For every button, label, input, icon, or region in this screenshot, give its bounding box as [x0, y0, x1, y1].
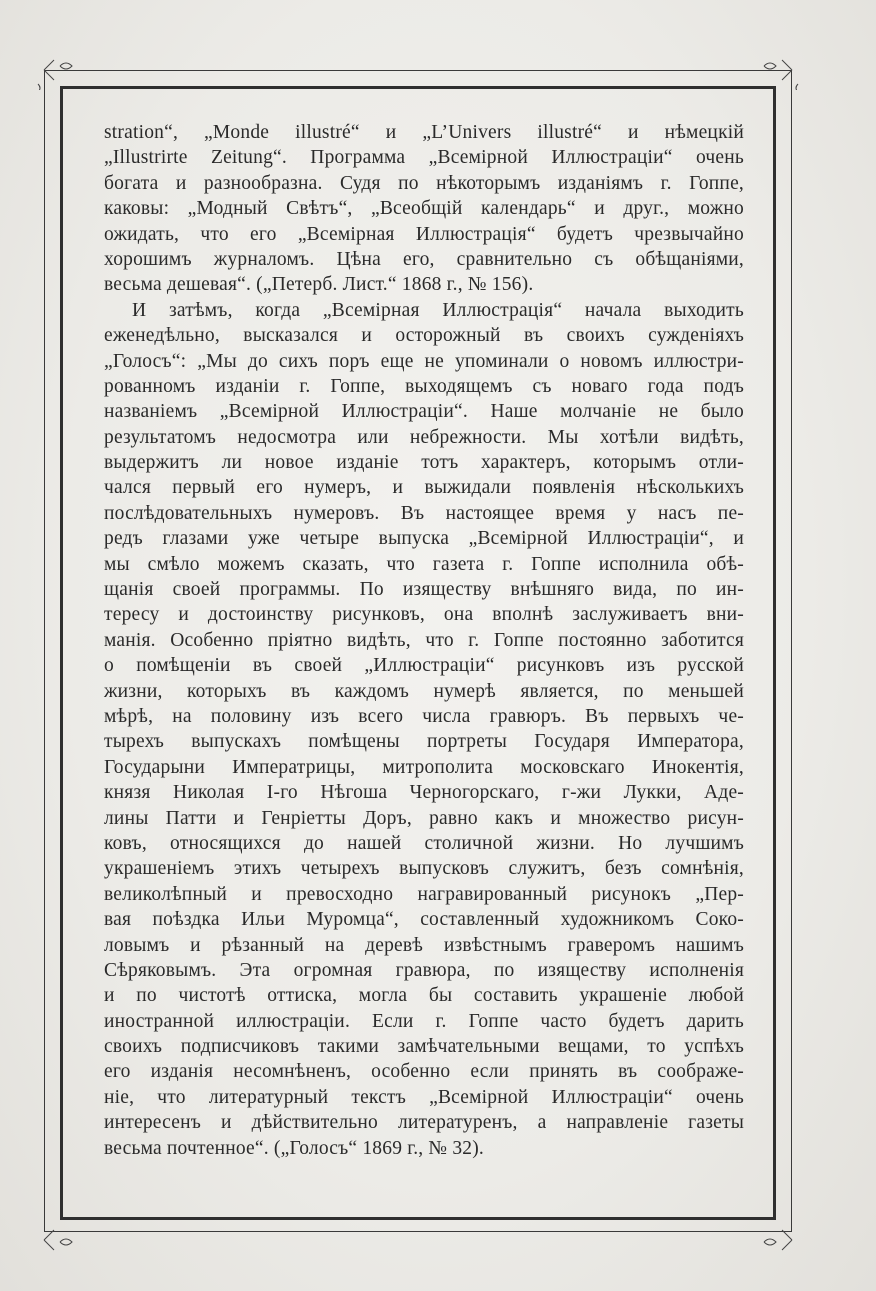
text-line: интересенъ и дѣйствительно литературенъ, а направленіе газеты [104, 1112, 744, 1134]
text-line: выдержитъ ли новое изданіе тотъ характеръ, которымъ отли- [104, 452, 744, 474]
text-line: великолѣпный и превосходно награвированный рисунокъ „Пер- [104, 883, 744, 905]
text-line: весьма почтенное“. („Голосъ“ 1869 г., № 32). [104, 1137, 484, 1159]
text-line: украшеніемъ этихъ четырехъ выпусковъ служитъ, безъ сомнѣнія, [104, 858, 744, 880]
text-line: Сѣряковымъ. Эта огромная гравюра, по изяществу исполненія [104, 959, 744, 981]
text-line: „Illustrirte Zeitung“. Программа „Всемірной Иллюстраціи“ очень [104, 147, 744, 169]
text-line: щанія своей программы. По изяществу внѣшняго вида, по ин- [104, 579, 744, 601]
text-line: его изданія несомнѣненъ, особенно если принять въ соображе- [104, 1061, 744, 1083]
text-line: и по чистотѣ оттиска, могла бы составить украшеніе любой [104, 985, 744, 1007]
text-line: манія. Особенно пріятно видѣть, что г. Гоппе постоянно заботится [104, 629, 744, 651]
text-line: мы смѣло можемъ сказать, что газета г. Гоппе исполнила обѣ- [104, 553, 744, 575]
text-line: тересу и достоинству рисунковъ, она вполнѣ заслуживаетъ вни- [104, 604, 744, 626]
corner-ornament-bottom-left-icon [24, 1220, 84, 1260]
text-line: ніе, что литературный текстъ „Всемірной Иллюстраціи“ очень [104, 1086, 744, 1108]
text-line: лины Патти и Генріетты Доръ, равно какъ и множество рисун- [104, 807, 744, 829]
text-line: „Голосъ“: „Мы до сихъ поръ еще не упоминали о новомъ иллюстри- [104, 350, 744, 372]
corner-ornament-top-right-icon [752, 50, 812, 90]
text-line: еженедѣльно, высказался и осторожный въ своихъ сужденіяхъ [104, 325, 744, 347]
text-line: хорошимъ журналомъ. Цѣна его, сравнительно съ обѣщаніями, [104, 248, 744, 270]
text-line: ожидать, что его „Всемірная Иллюстрація“ будетъ чрезвычайно [104, 223, 744, 245]
text-line: своихъ подписчиковъ такими замѣчательными вещами, то успѣхъ [104, 1036, 744, 1058]
text-line: иностранной иллюстраціи. Если г. Гоппе часто будетъ дарить [104, 1010, 744, 1032]
text-line: ковъ, относящихся до нашей столичной жизни. Но лучшимъ [104, 832, 744, 854]
text-line: каковы: „Модный Свѣтъ“, „Всеобщій календарь“ и друг., можно [104, 198, 744, 220]
text-line: послѣдовательныхъ нумеровъ. Въ настоящее время у насъ пе- [104, 502, 744, 524]
text-line: весьма дешевая“. („Петерб. Лист.“ 1868 г., № 156). [104, 274, 534, 296]
text-line: богата и разнообразна. Судя по нѣкоторымъ изданіямъ г. Гоппе, [104, 172, 744, 194]
text-line: редъ глазами уже четыре выпуска „Всемірной Иллюстраціи“, и [104, 528, 744, 550]
text-line: вая поѣздка Ильи Муромца“, составленный художникомъ Соко- [104, 909, 744, 931]
corner-ornament-top-left-icon [24, 50, 84, 90]
text-line: ловымъ и рѣзанный на деревѣ извѣстнымъ граверомъ нашимъ [104, 934, 744, 956]
text-line: чался первый его нумеръ, и выжидали появленія нѣсколькихъ [104, 477, 744, 499]
text-line: результатомъ недосмотра или небрежности. Мы хотѣли видѣть, [104, 426, 744, 448]
text-line: мѣрѣ, на половину изъ всего числа гравюръ. Въ первыхъ че- [104, 705, 744, 727]
text-line: Государыни Императрицы, митрополита московскаго Инокентія, [104, 756, 744, 778]
text-line: рованномъ изданіи г. Гоппе, выходящемъ съ новаго года подъ [104, 375, 744, 397]
text-line: князя Николая I-го Нѣгоша Черногорскаго, г-жи Лукки, Аде- [104, 782, 744, 804]
text-line: названіемъ „Всемірной Иллюстраціи“. Наше молчаніе не было [104, 401, 744, 423]
corner-ornament-bottom-right-icon [752, 1220, 812, 1260]
text-line: stration“, „Monde illustré“ и „L’Univers illustré“ и нѣмецкій [104, 122, 744, 143]
text-line: тырехъ выпускахъ помѣщены портреты Государя Императора, [104, 731, 744, 753]
text-line: о помѣщеніи въ своей „Иллюстраціи“ рисунковъ изъ русской [104, 655, 744, 677]
text-line: И затѣмъ, когда „Всемірная Иллюстрація“ начала выходить [132, 299, 744, 321]
body-text [104, 120, 744, 1161]
text-line: жизни, которыхъ въ каждомъ нумерѣ является, по меньшей [104, 680, 744, 702]
